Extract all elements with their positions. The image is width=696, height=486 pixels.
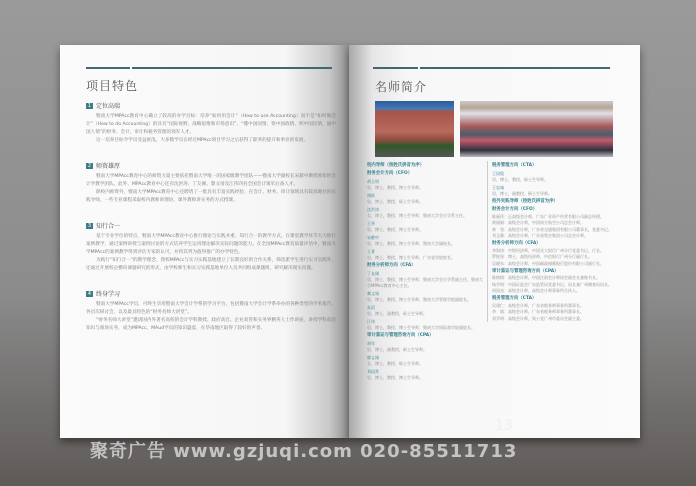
category-heading: 财务分析师方向（CFA） xyxy=(492,241,541,246)
teacher-name: 王华 xyxy=(367,220,375,226)
building-photo xyxy=(375,101,454,157)
teacher-description: 男，博士，教授，硕士生导师。 xyxy=(492,177,548,182)
watermark: 聚奇广告 www.gzjuqi.com 020-85511713 xyxy=(90,441,518,462)
teacher-description: 男，博士，副教授，硕士生导师。 xyxy=(367,347,427,352)
feature-section xyxy=(86,101,336,145)
category-heading: 校内导师（按姓氏拼音为序） xyxy=(367,163,425,168)
section-heading xyxy=(86,221,336,230)
category-heading: 税务管理方向（CTA） xyxy=(492,296,537,301)
section-heading-text: 师资雄厚 xyxy=(96,163,121,170)
teacher-description: 陈丽萍：正高级会计师，广东广业资产经营有限公司副总经理。 xyxy=(492,213,604,219)
page-number: 13 xyxy=(495,418,513,434)
teacher-description: 林 坚：高级会计师，广东省交通集团有限公司董事长，党委书记。 xyxy=(492,226,612,232)
teacher-description: 李 斌：高级会计师，广东省税务师事务所董事长。 xyxy=(492,309,584,314)
feature-section xyxy=(86,289,336,333)
section-paragraph: 暨南大学MPAcc教育中心确立了较高的办学目标：培养“如何用会计”（How to use Accounting）而不是“如何做会计”（How to do Accounting）的具有“国际视野、战略思维和市场意识”、“懂中国国情、察中国政情、明中国民情、通中国人情”的财务、会计、审计和税务管理的领军人才。 xyxy=(86,114,336,135)
teacher-description: 男，博士，教授，博士生导师，广东省学院院长。 xyxy=(367,255,455,260)
section-paragraph: 除校内师资外，暨南大学MPAcc教育中心还聘请了一批具有丰富实践经验、在会计、财务、审计领域具有较高地位的实践导师，一些专业课程采取校内教师讲理论、课外教师讲实务的方式授课。 xyxy=(86,190,336,203)
teacher-description: 男，博士，副教授，硕士生导师。 xyxy=(492,191,552,196)
teacher-name: 刘国常 xyxy=(367,368,379,374)
section-number: 4 xyxy=(87,290,92,297)
section-heading xyxy=(86,161,336,170)
teacher-name: 谭跃 xyxy=(367,192,375,198)
section-heading-text: 终身学习 xyxy=(96,291,121,298)
feature-section xyxy=(86,221,336,273)
header-rule xyxy=(420,67,610,69)
teacher-name: 丁友刚 xyxy=(367,270,379,276)
teacher-description: 杨学明：中国证监会广东监管局党委书记，局长兼广州稽查局局长。 xyxy=(492,281,612,287)
teacher-name: 沈洪涛 xyxy=(367,206,379,212)
teacher-description: 女，博士，教授，博士生导师，暨南大学会计学系主任。 xyxy=(367,213,467,218)
teacher-description: 男，博士，教授，硕士生导师。 xyxy=(367,199,423,204)
header-rule xyxy=(132,67,332,69)
section-heading-text: 知行合一 xyxy=(96,223,121,230)
teacher-name: 王菁 xyxy=(367,248,375,254)
teacher-description: 黄丽娟：高级会计师，中国南方航空公司总会计师。 xyxy=(492,220,584,225)
category-heading: 审计鉴证与管理咨询方向（CPA） xyxy=(492,268,559,274)
group-photo xyxy=(460,101,613,157)
teacher-name: 廖义刚 xyxy=(367,354,379,360)
section-paragraph: 暨南大学MPAcc教育中心的师资力量主要依托暨南大学唯一的国家级教学团队——暨南大学副校长宋献中教授领衔的会计学教学团队。此外，MPAcc教育中心还有沈洪涛、丁友刚、黎文靖及江伟四名全国会计领军后备人才。 xyxy=(86,174,336,187)
teacher-description: 男，博士，教授，博士生导师，暨南大学管理学院副院长。 xyxy=(367,297,471,302)
teacher-name: 江伟 xyxy=(367,318,375,324)
section-paragraph: 这一培养目标令学员受益匪浅，大多数学员在经过MPAcc项目学习之后获得了职务的提升和事业的发展。 xyxy=(96,138,309,143)
section-heading xyxy=(86,101,336,110)
category-heading: 税务管理方向（CTA） xyxy=(492,163,537,168)
section-paragraph: 基于专业学位的特点，暨南大学MPAcc教育中心推行理论与实践并重、知行合一的教学方式。在课堂教学环节大力推行案例教学，通过案例讲授与案例讨论的方式培养学生运用理论解决实际问题的能力。在全国MPAcc教育质量评估中，暨南大学MPAcc的案例教学得到评估专家的认可，并将其列为值得推广的办学特色。 xyxy=(86,234,336,255)
section-heading-text: 定位高端 xyxy=(96,103,121,110)
teacher-column-2 xyxy=(487,161,633,322)
teacher-description: 男，博士，教授，博士生导师，暨南大学会计学系副主任，暨南大学MPAcc教育中心主任。 xyxy=(367,277,483,288)
teacher-name: 王国俊 xyxy=(492,170,504,176)
section-paragraph: “财务名师大讲堂”邀请国内外著名高校的会计学科教授、政府高官、企业高管和实务界精英人士作讲座，讲授学科前沿知识与商场实务，成为MPAcc、MAud学员的知识盛宴，在华南地区取得了较好的声誉。 xyxy=(86,318,336,331)
header-rule xyxy=(373,67,418,69)
page-title: 项目特色 xyxy=(86,79,139,93)
category-heading: 财务分析师方向（CFA） xyxy=(367,263,416,268)
teacher-description: 男，博士，副教授，硕士生导师。 xyxy=(367,311,427,316)
page-title: 名师简介 xyxy=(375,80,428,94)
teacher-name: 王忠诚 xyxy=(492,184,504,190)
teacher-description: 男，博士，教授，博士生导师，暨南大学副校长。 xyxy=(367,241,455,246)
right-page xyxy=(349,45,640,438)
teacher-description: 罗锐坚：博士，高级经济师，中信银行广州分行副行长。 xyxy=(492,254,592,259)
header-rule xyxy=(86,67,130,69)
category-heading: 财务会计方向（CFO） xyxy=(492,207,538,212)
teacher-name: 胡军 xyxy=(367,340,375,346)
section-heading xyxy=(86,289,336,298)
section-number: 1 xyxy=(87,102,92,109)
category-heading: 校外实践导师（按姓氏拼音为序） xyxy=(492,199,558,204)
feature-sections xyxy=(86,101,336,333)
teacher-description: 男，博士，教授，博士生导师。 xyxy=(367,185,423,190)
category-heading: 财务会计方向（CFO） xyxy=(367,171,413,176)
category-heading: 审计鉴证与管理咨询方向（CPA） xyxy=(367,333,434,338)
section-paragraph: 为践行“知行合一”的教学理念，我校MPAcc与实习实践基地建立了长期良好的合作关系，筛选派学生进行实习实践外，还通过开展校企横向课题研究的形式，由学校师生和实习实践基地单位人员共同组成课题组，研究解决现实问题。 xyxy=(86,258,336,271)
teacher-name: 朱滔 xyxy=(367,304,375,310)
teacher-description: 男，博士，教授，博士生导师。 xyxy=(367,227,423,232)
teacher-description: 男，博士，教授，博士生导师。 xyxy=(367,375,423,380)
teacher-name: 胡玉明 xyxy=(367,178,379,184)
teacher-name: 宋献中 xyxy=(367,234,379,240)
section-number: 3 xyxy=(87,222,92,229)
teacher-description: 吴晓东：高级会计师，中国邮政储蓄银行股份有限公司副行长。 xyxy=(492,260,604,266)
teacher-description: 周国良：高级会计师，高级会计师事务所合伙人。 xyxy=(492,288,580,293)
teacher-description: 李海涛：中级经济师，中国光大银行广州分行党委书记、行长。 xyxy=(492,247,604,253)
teacher-column-1 xyxy=(367,161,483,381)
teacher-description: 吴建仁：高级会计师，广东省税务师事务所董事长。 xyxy=(492,302,584,308)
teacher-description: 陈锦棋：高级会计师，中国注册会计师协会副会长兼秘书长。 xyxy=(492,275,600,280)
feature-section xyxy=(86,161,336,205)
left-page xyxy=(60,45,349,438)
teacher-description: 刘文静：高级会计师，广东省粤企集团公司总会计师。 xyxy=(492,233,588,238)
teacher-description: 刘学明：高级会计师，致公党广州市委员会副主委。 xyxy=(492,315,584,321)
teacher-description: 女，博士，教授，硕士生导师。 xyxy=(367,361,423,366)
section-paragraph: 暨南大学MPAcc学员，可终生享用暨南大学会计学系的学习平台，包括暨南大学会计学系举办的各种类型的学术报告、各层次研讨会，以及最具特色的“财务名师大讲堂”。 xyxy=(86,302,336,315)
teacher-description: 男，博士，教授，博士生导师，暨南大学国际商学院副院长。 xyxy=(367,325,475,330)
teacher-name: 黎文靖 xyxy=(367,290,379,296)
section-number: 2 xyxy=(87,162,92,169)
